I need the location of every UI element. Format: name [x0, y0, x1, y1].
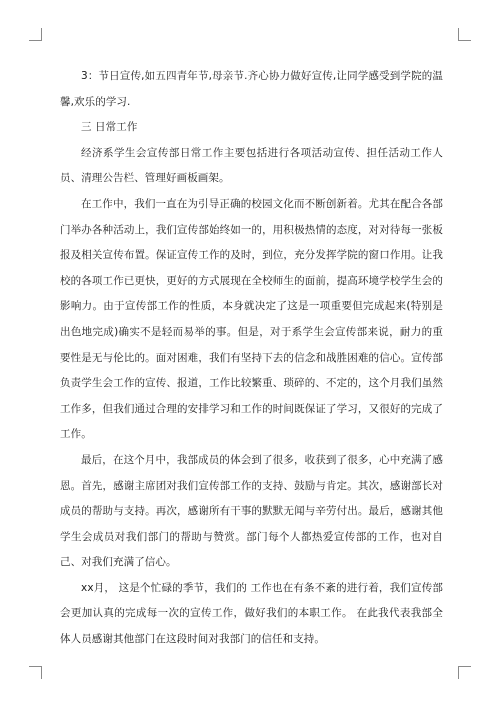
crop-mark-top-right [458, 28, 471, 41]
paragraph-gratitude: 最后，在这个月中，我部成员的体会到了很多，收获到了很多，心中充满了感恩。首先，感谢主席团对我们宣传部工作的支持、鼓励与肯定。其次，感谢部长对成员的帮助与支持。再次，感谢所有干事的默默无闻与辛劳付出。最后，感谢其他学生会成员对我们部门的帮助与赞赏。部门每个人都热爱宣传部的工作，也对自己、对我们充满了信心。 [60, 453, 443, 569]
paragraph-festival-promotion: 3：节日宣传,如五四青年节,母亲节.齐心协力做好宣传,让同学感受到学院的温馨,欢乐的学习. [60, 70, 443, 108]
crop-mark-bottom-left [29, 666, 42, 679]
paragraph-daily-duties: 经济系学生会宣传部日常工作主要包括进行各项活动宣传、担任活动工作人员、清理公告栏、管理好画板画架。 [60, 146, 443, 185]
section-heading-daily-work: 三 日常工作 [81, 121, 138, 134]
crop-mark-bottom-right [458, 666, 471, 679]
paragraph-closing: xx月， 这是个忙碌的季节，我们的 工作也在有条不紊的进行着，我们宣传部会更加认真的完成每一次的宣传工作，做好我们的本职工作。 在此我代表我部全体人员感谢其他部门在这段时间对我部门的信任和支持。 [60, 581, 443, 646]
document-body [60, 64, 443, 653]
crop-mark-top-left [29, 28, 42, 41]
paragraph-work-process: 在工作中，我们一直在为引导正确的校园文化而不断创新着。尤其在配合各部门举办各种活动上，我们宣传部始终如一的，用积极热情的态度，对对待每一张板报及相关宣传布置。保证宣传工作的及时，到位，充分发挥学院的窗口作用。让我校的各项工作已更快，更好的方式展现在全校师生的面前，提高环境学校学生会的影响力。由于宣传部工作的性质，本身就决定了这是一项重要但完成起来(特别是出色地完成)确实不是轻而易举的事。但是，对于系学生会宣传部来说，耐力的重要性是无与伦比的。面对困难，我们有坚持下去的信念和战胜困难的信心。宣传部负责学生会工作的宣传、报道，工作比较繁重、琐碎的、不定的，这个月我们虽然工作多，但我们通过合理的安排学习和工作的时间既保证了学习，又很好的完成了工作。 [60, 197, 443, 441]
